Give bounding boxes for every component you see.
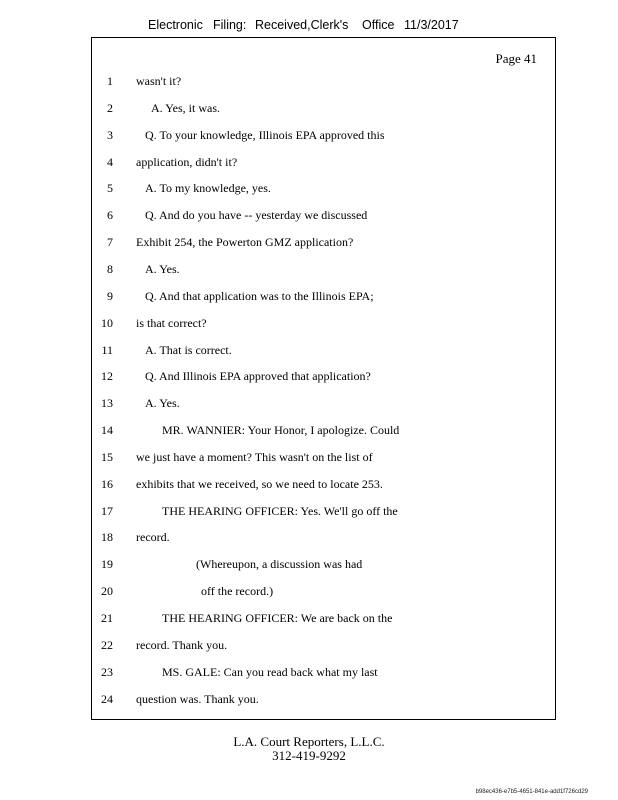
line-number: 22 <box>101 638 113 652</box>
line-text: Q. To your knowledge, Illinois EPA approved this <box>145 128 385 142</box>
line-text: wasn't it? <box>136 74 182 88</box>
transcript-line <box>92 232 557 252</box>
transcript-line <box>92 554 557 574</box>
line-number: 11 <box>101 343 113 357</box>
transcript-line <box>92 152 557 172</box>
line-text: (Whereupon, a discussion was had <box>196 557 363 571</box>
line-number: 23 <box>101 665 113 679</box>
line-text: THE HEARING OFFICER: We are back on the <box>162 611 393 625</box>
line-text: record. Thank you. <box>136 638 228 652</box>
line-number: 5 <box>107 181 113 195</box>
transcript-line <box>92 581 557 601</box>
line-text: exhibits that we received, so we need to locate 253. <box>136 477 383 491</box>
line-number: 8 <box>107 262 113 276</box>
line-number: 16 <box>101 477 113 491</box>
transcript-line <box>92 340 557 360</box>
transcript-line <box>92 71 557 91</box>
line-number: 18 <box>101 530 113 544</box>
transcript-page <box>91 37 556 720</box>
transcript-line <box>92 205 557 225</box>
line-text: record. <box>136 530 170 544</box>
line-number: 6 <box>107 208 113 222</box>
header-date: 11/3/2017 <box>404 18 459 32</box>
line-text: A. Yes. <box>145 396 180 410</box>
transcript-line <box>92 474 557 494</box>
line-text: application, didn't it? <box>136 155 238 169</box>
line-number: 21 <box>101 611 113 625</box>
line-number: 9 <box>107 289 113 303</box>
line-number: 20 <box>101 584 113 598</box>
transcript-line <box>92 420 557 440</box>
line-number: 24 <box>101 692 113 706</box>
transcript-line <box>92 259 557 279</box>
transcript-line <box>92 366 557 386</box>
transcript-line <box>92 527 557 547</box>
line-text: Exhibit 254, the Powerton GMZ application? <box>136 235 354 249</box>
transcript-line <box>92 447 557 467</box>
transcript-line <box>92 501 557 521</box>
line-text: A. Yes. <box>145 262 180 276</box>
filing-header <box>0 18 618 38</box>
footer-company: L.A. Court Reporters, L.L.C. <box>233 734 385 749</box>
transcript-line <box>92 393 557 413</box>
line-text: off the record.) <box>201 584 274 598</box>
line-number: 19 <box>101 557 113 571</box>
line-text: THE HEARING OFFICER: Yes. We'll go off the <box>162 504 398 518</box>
document-hash: b98ec436-e7b5-4651-841e-add1f726cd29 <box>475 789 588 795</box>
header-filing: Filing: <box>213 18 247 32</box>
page-number: Page 41 <box>495 51 537 66</box>
transcript-line <box>92 125 557 145</box>
line-number: 12 <box>101 369 113 383</box>
line-number: 1 <box>107 74 113 88</box>
line-text: question was. Thank you. <box>136 692 259 706</box>
line-number: 3 <box>107 128 113 142</box>
line-number: 14 <box>101 423 113 437</box>
line-number: 13 <box>101 396 113 410</box>
header-received: Received,Clerk's <box>255 18 349 32</box>
line-text: Q. And Illinois EPA approved that application? <box>145 369 371 383</box>
transcript-line <box>92 286 557 306</box>
transcript-line <box>92 689 557 709</box>
line-number: 2 <box>107 101 113 115</box>
line-number: 17 <box>101 504 113 518</box>
line-text: A. Yes, it was. <box>151 101 221 115</box>
transcript-line <box>92 178 557 198</box>
line-text: MR. WANNIER: Your Honor, I apologize. Could <box>162 423 400 437</box>
line-number: 7 <box>107 235 113 249</box>
transcript-line <box>92 98 557 118</box>
header-office: Office <box>362 18 395 32</box>
line-text: Q. And do you have -- yesterday we discussed <box>145 208 368 222</box>
header-electronic: Electronic <box>148 18 203 32</box>
transcript-line <box>92 608 557 628</box>
line-text: A. That is correct. <box>145 343 232 357</box>
transcript-line <box>92 662 557 682</box>
line-number: 10 <box>101 316 113 330</box>
line-number: 15 <box>101 450 113 464</box>
line-text: is that correct? <box>136 316 207 330</box>
line-text: Q. And that application was to the Illinois EPA; <box>145 289 374 303</box>
line-text: A. To my knowledge, yes. <box>145 181 271 195</box>
line-number: 4 <box>107 155 113 169</box>
transcript-line <box>92 313 557 333</box>
line-text: MS. GALE: Can you read back what my last <box>162 665 378 679</box>
line-text: we just have a moment? This wasn't on the list of <box>136 450 373 464</box>
footer-phone: 312-419-9292 <box>272 748 346 763</box>
transcript-line <box>92 635 557 655</box>
